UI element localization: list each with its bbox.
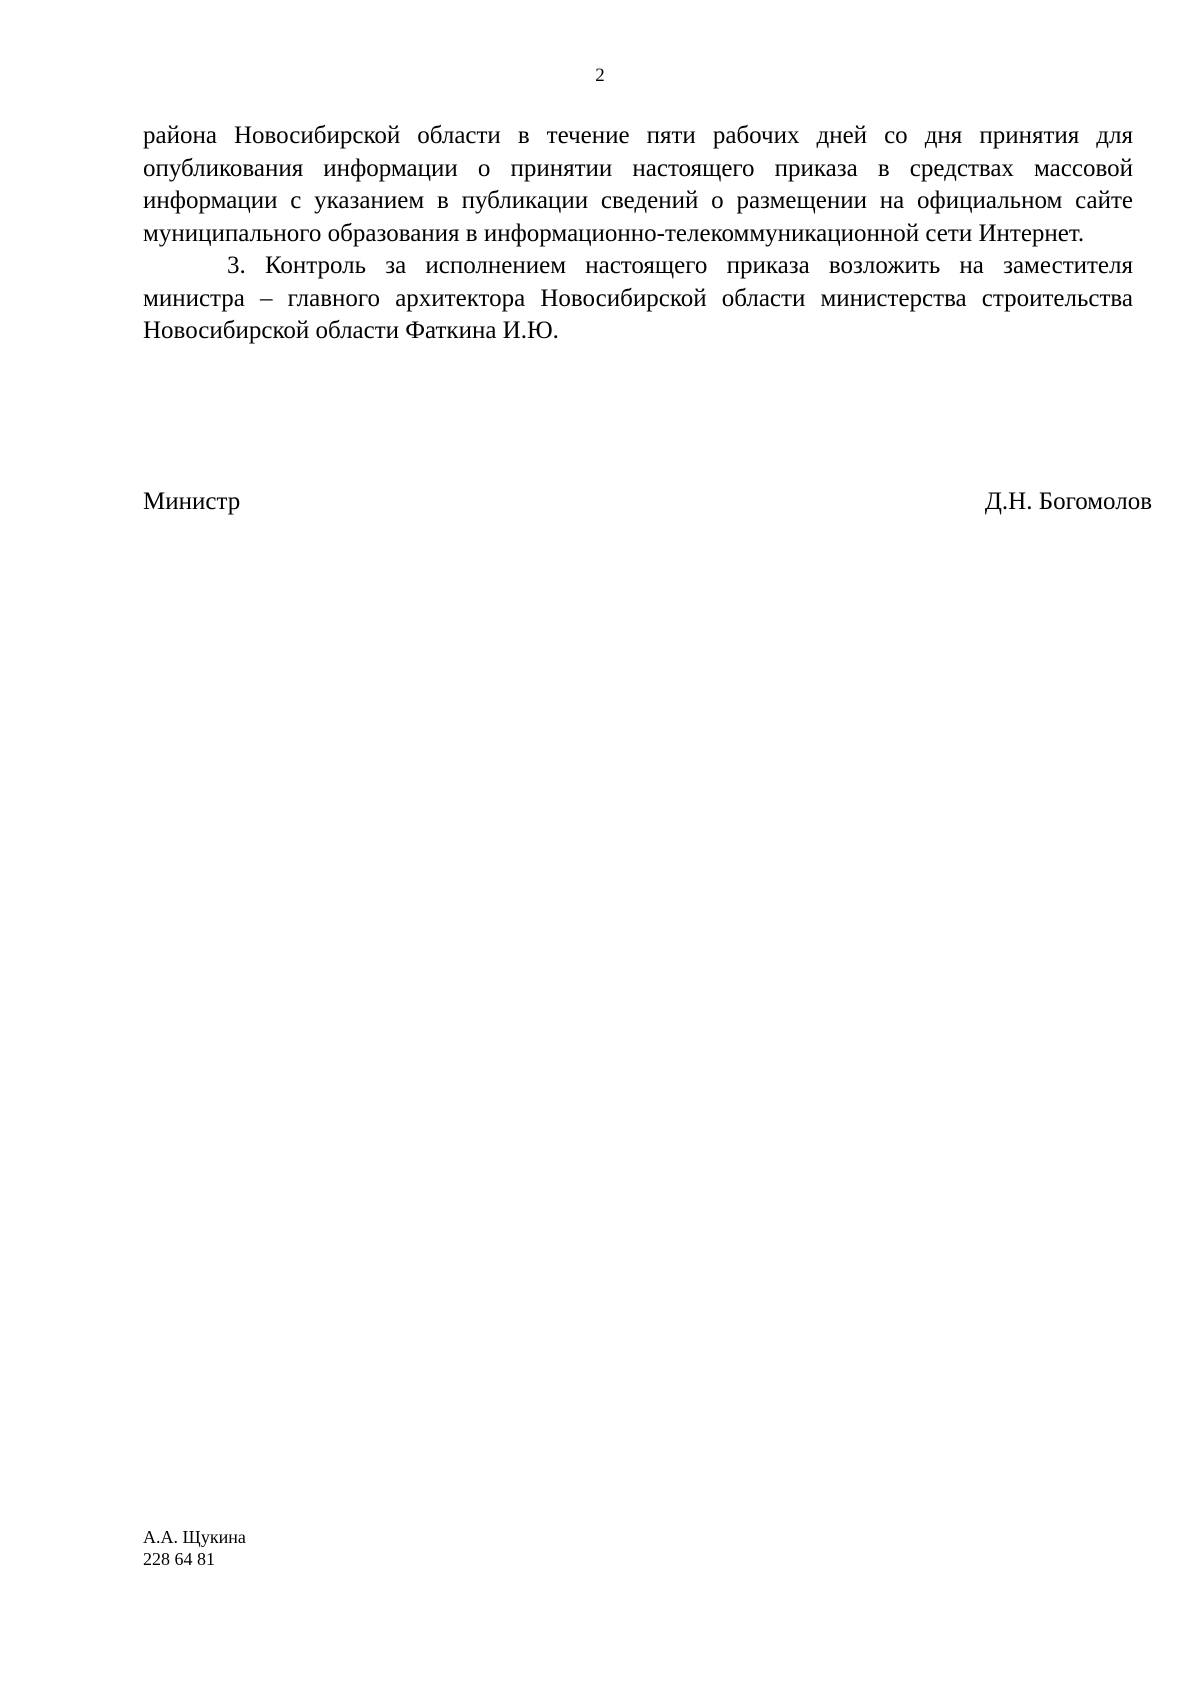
executor-phone: 228 64 81 [143, 1549, 215, 1569]
signatory-name: Д.Н. Богомолов [984, 488, 1152, 515]
page-number: 2 [595, 65, 605, 86]
paragraph-continuation: района Новосибирской области в течение пяти рабочих дней со дня принятия для опубликования информации о принятии настоящего приказа в средствах массовой информации с указанием в публикации сведений о размещении на официальном сайте муниципального образования в информационно-телекоммуникационной сети Интернет. [143, 122, 1133, 247]
signatory-title: Министр [143, 488, 241, 515]
executor-block [143, 1526, 246, 1570]
paragraph-item-3: 3. Контроль за исполнением настоящего приказа возложить на заместителя министра – главного архитектора Новосибирской области министерства строительства Новосибирской области Фаткина И.Ю. [143, 252, 1133, 344]
executor-name: А.А. Щукина [143, 1527, 246, 1547]
document-body [143, 120, 1133, 348]
